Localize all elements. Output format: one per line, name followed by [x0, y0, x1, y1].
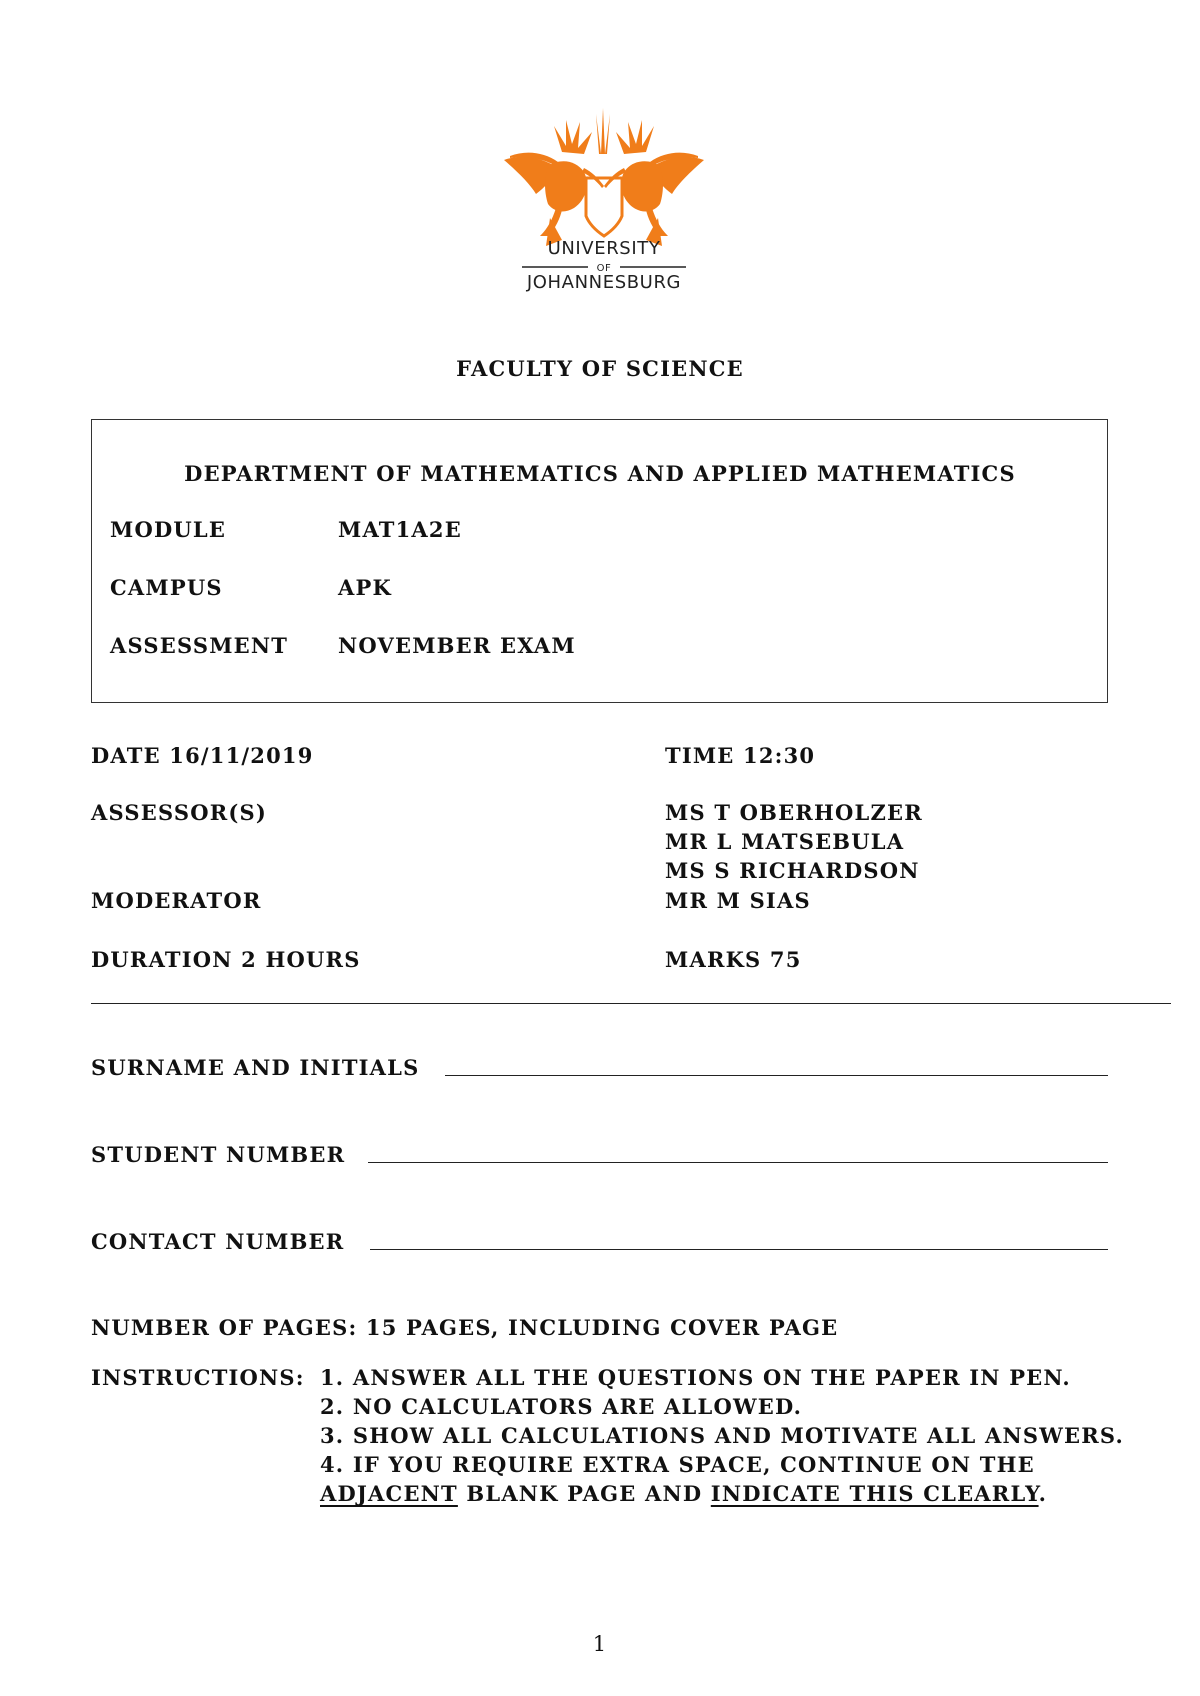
university-logo: [500, 108, 708, 298]
assessors-label: ASSESSOR(S): [91, 800, 268, 825]
number-of-pages: NUMBER OF PAGES: 15 PAGES, INCLUDING COVER PAGE: [91, 1315, 839, 1340]
campus-value: APK: [338, 575, 392, 600]
instruction-continuation: [320, 1480, 1047, 1508]
assessor-name: MR L MATSEBULA: [665, 829, 905, 854]
hoopoe-birds-emblem: [504, 108, 704, 246]
student-number-label: STUDENT NUMBER: [91, 1142, 346, 1167]
contact-number-answer-line[interactable]: [370, 1249, 1108, 1250]
assessor-name: MS T OBERHOLZER: [665, 800, 923, 825]
logo-line-johannesburg: JOHANNESBURG: [526, 272, 682, 293]
underlined-indicate: INDICATE THIS CLEARLY: [710, 1481, 1039, 1506]
instruction-text: BLANK PAGE AND: [457, 1481, 711, 1506]
logo-line-of: OF: [596, 263, 612, 274]
module-label: MODULE: [110, 517, 227, 542]
page-number: 1: [592, 1632, 608, 1656]
instruction-item: 4. IF YOU REQUIRE EXTRA SPACE, CONTINUE ON THE: [320, 1452, 1035, 1477]
underlined-adjacent: ADJACENT: [320, 1481, 458, 1506]
instruction-item: 1. ANSWER ALL THE QUESTIONS ON THE PAPER IN PEN.: [320, 1365, 1071, 1390]
assessment-value: NOVEMBER EXAM: [338, 633, 576, 658]
exam-duration: DURATION 2 HOURS: [91, 947, 361, 972]
exam-marks: MARKS 75: [665, 947, 802, 972]
campus-label: CAMPUS: [110, 575, 223, 600]
faculty-heading: FACULTY OF SCIENCE: [456, 356, 744, 381]
department-heading: DEPARTMENT OF MATHEMATICS AND APPLIED MATHEMATICS: [184, 461, 1016, 486]
assessment-label: ASSESSMENT: [110, 633, 289, 658]
section-divider: [91, 1003, 1171, 1004]
moderator-name: MR M SIAS: [665, 888, 811, 913]
assessor-name: MS S RICHARDSON: [665, 858, 920, 883]
contact-number-label: CONTACT NUMBER: [91, 1229, 345, 1254]
logo-line-university: UNIVERSITY: [547, 238, 661, 259]
exam-date: DATE 16/11/2019: [91, 743, 314, 768]
surname-label: SURNAME AND INITIALS: [91, 1055, 420, 1080]
instructions-label: INSTRUCTIONS:: [91, 1365, 305, 1390]
student-number-answer-line[interactable]: [368, 1162, 1108, 1163]
instruction-item: 2. NO CALCULATORS ARE ALLOWED.: [320, 1394, 803, 1419]
moderator-label: MODERATOR: [91, 888, 262, 913]
instruction-period: .: [1038, 1481, 1048, 1506]
instruction-item: 3. SHOW ALL CALCULATIONS AND MOTIVATE ALL ANSWERS.: [320, 1423, 1125, 1448]
surname-answer-line[interactable]: [445, 1075, 1108, 1076]
module-value: MAT1A2E: [338, 517, 462, 542]
exam-time: TIME 12:30: [665, 743, 816, 768]
